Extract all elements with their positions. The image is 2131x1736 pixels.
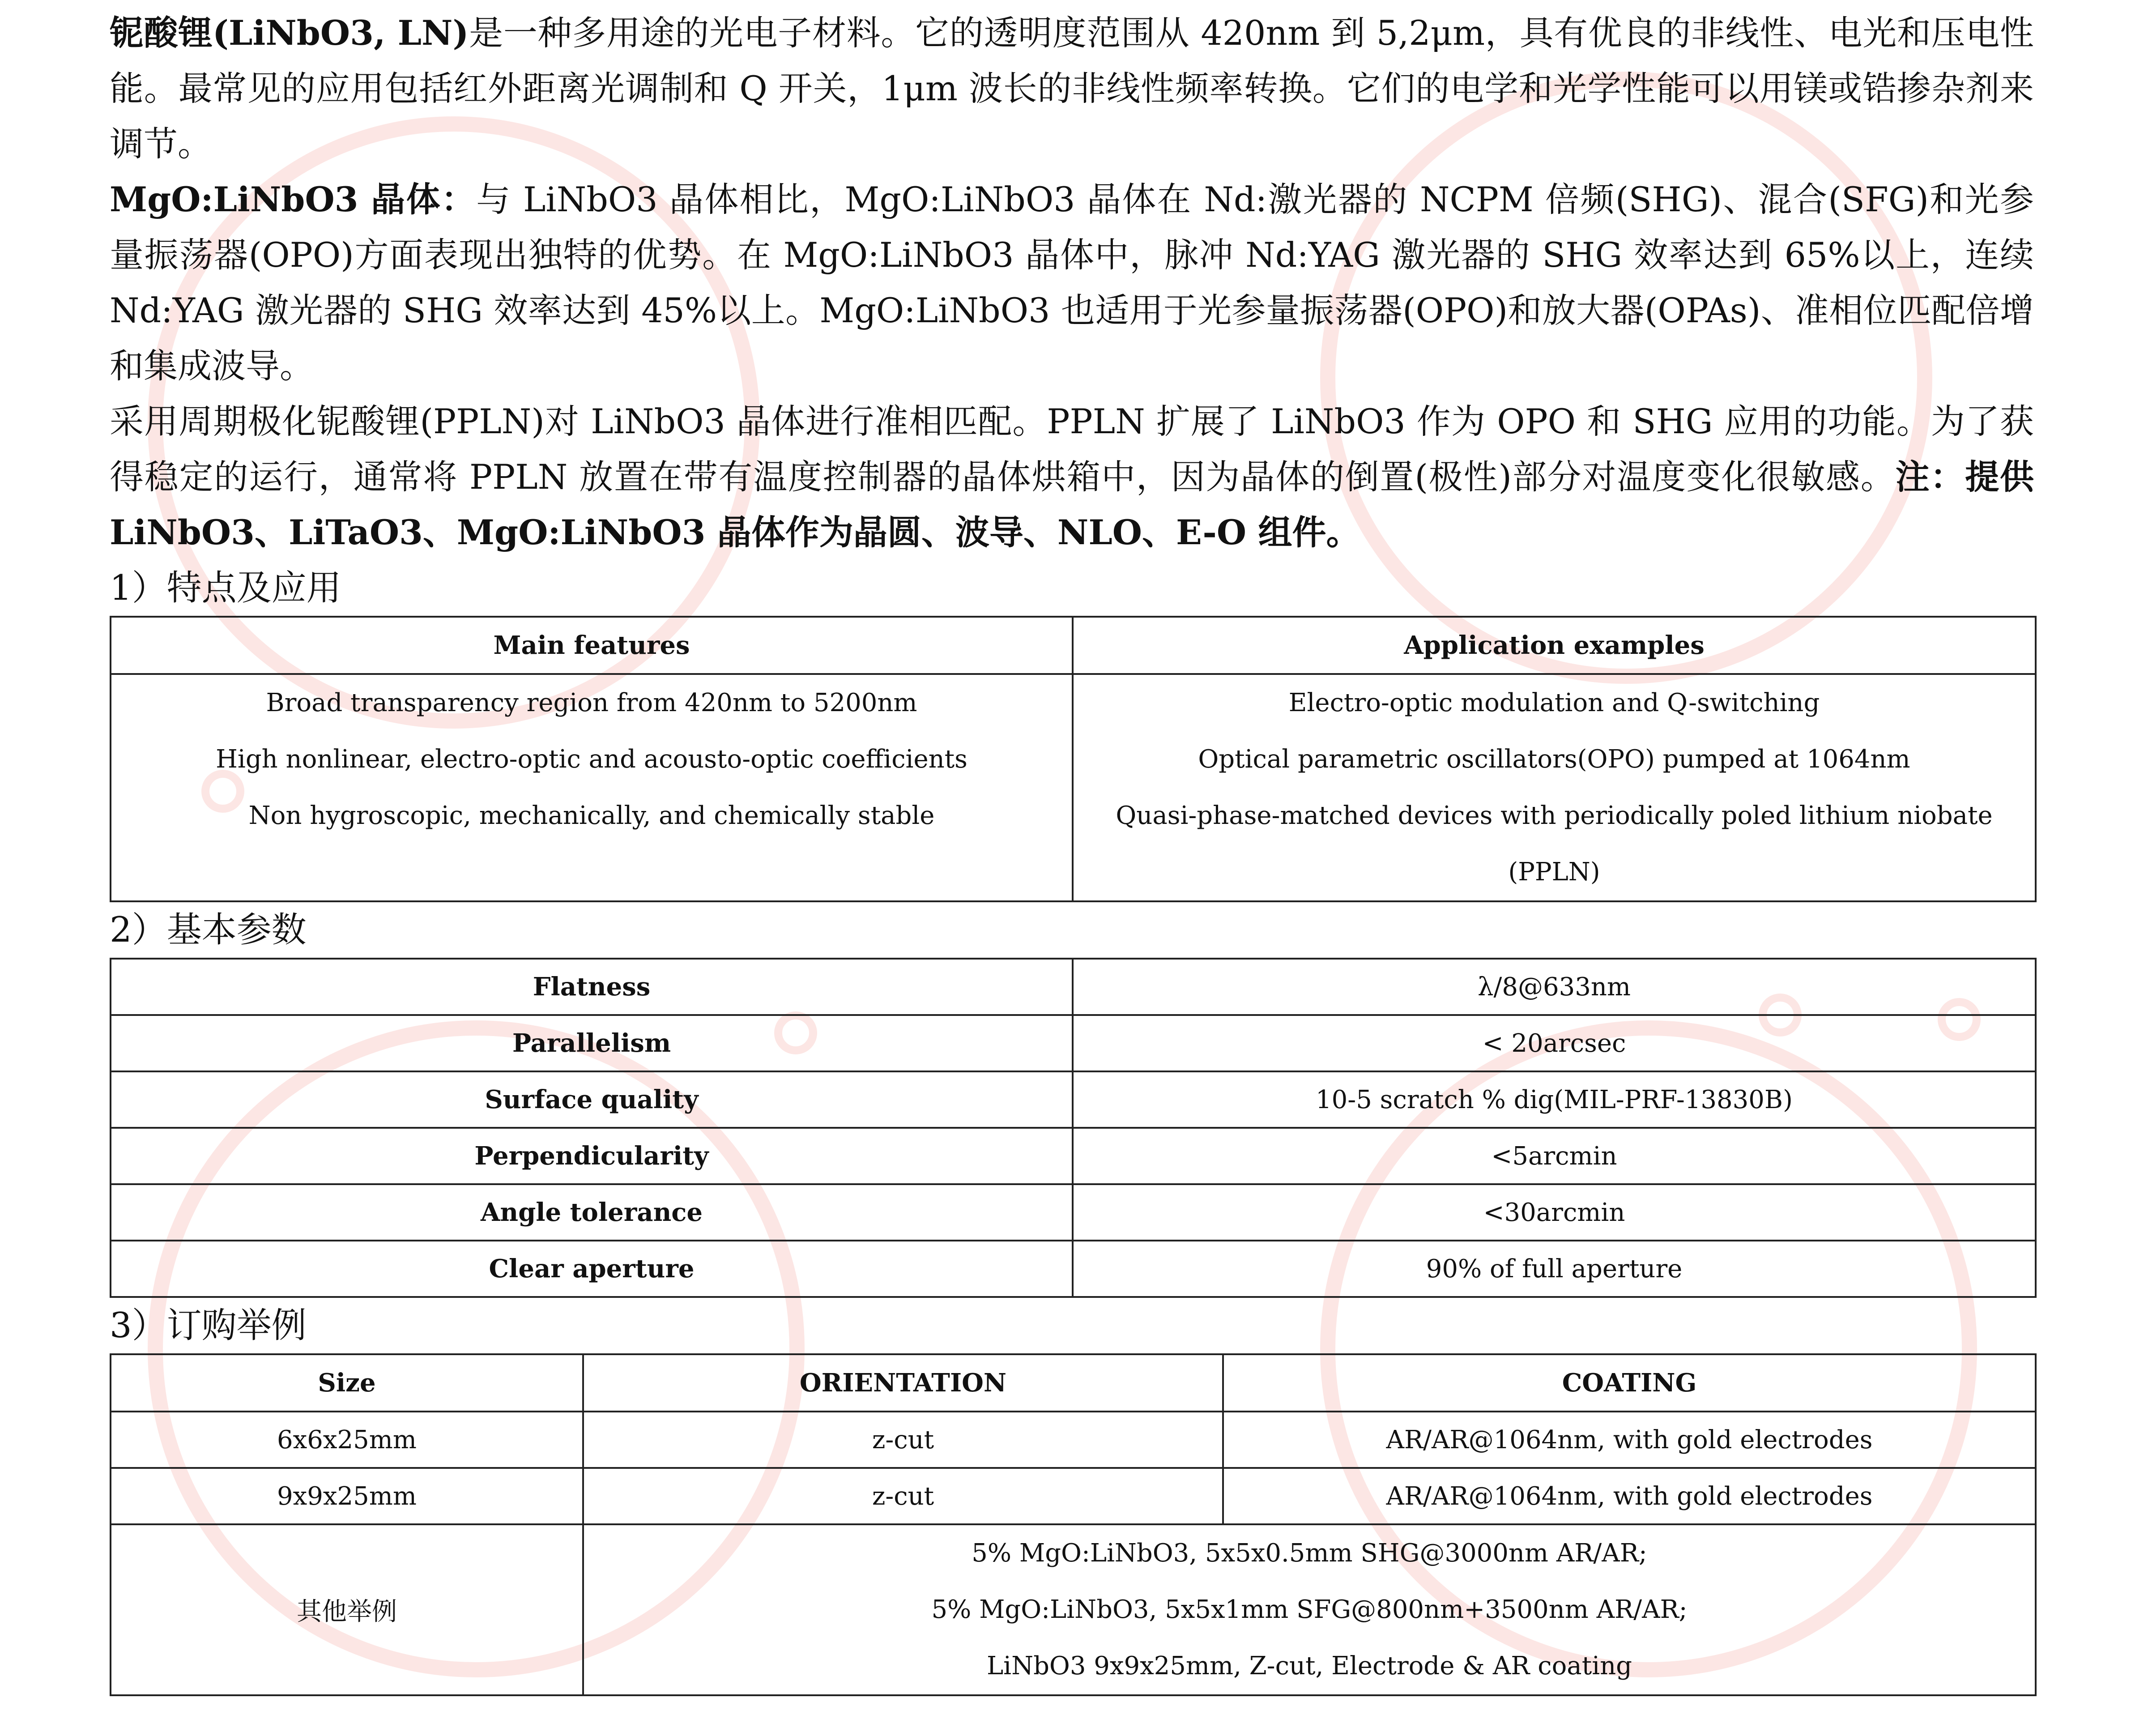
application-item: (PPLN) [1508, 857, 1600, 887]
header-coating: COATING [1223, 1354, 2036, 1412]
application-item: Electro-optic modulation and Q-switching [1288, 688, 1820, 717]
param-value: 90% of full aperture [1073, 1241, 2036, 1297]
feature-item: High nonlinear, electro-optic and acousto-optic coefficients [216, 745, 967, 774]
header-orientation: ORIENTATION [583, 1354, 1223, 1412]
intro-paragraph-1 [110, 5, 2034, 172]
order-size: 9x9x25mm [111, 1468, 583, 1524]
order-coating: AR/AR@1064nm, with gold electrodes [1223, 1468, 2036, 1524]
section-title-features: 1）特点及应用 [110, 568, 341, 608]
intro-p3-text: 采用周期极化铌酸锂(PPLN)对 LiNbO3 晶体进行准相匹配。PPLN 扩展了 LiNbO3 作为 OPO 和 SHG 应用的功能。为了获得稳定的运行，通常将 PPLN 放置在带有温度控制器的晶体烘箱中，因为晶体的倒置(极性)部分对温度变化很敏感。 [110, 401, 2034, 497]
header-size: Size [111, 1354, 583, 1412]
order-size: 6x6x25mm [111, 1412, 583, 1468]
param-value: 10-5 scratch % dig(MIL-PRF-13830B) [1073, 1071, 2036, 1128]
table-row [111, 1412, 2036, 1468]
section-title-ordering: 3）订购举例 [110, 1305, 307, 1346]
param-value: <30arcmin [1073, 1184, 2036, 1241]
application-item: Optical parametric oscillators(OPO) pumped at 1064nm [1198, 745, 1910, 774]
param-name: Flatness [111, 959, 1073, 1015]
intro-p1-text: 是一种多用途的光电子材料。它的透明度范围从 420nm 到 5,2μm，具有优良的非线性、电光和压电性能。最常见的应用包括红外距离光调制和 Q 开关，1μm 波长的非线性频率转换。它们的电学和光学性能可以用镁或锆掺杂剂来调节。 [110, 13, 2034, 164]
section-title-parameters: 2）基本参数 [110, 910, 307, 950]
table-header-row [111, 1354, 2036, 1412]
table-row [111, 959, 2036, 1015]
parameters-table [110, 958, 2037, 1298]
intro-p3-note: 注：提供 LiNbO3、LiTaO3、MgO:LiNbO3 晶体作为晶圆、波导、NLO、E-O 组件。 [110, 457, 2034, 552]
document-page [110, 5, 2034, 1696]
intro-paragraph-2 [110, 172, 2034, 394]
table-row [111, 1524, 2036, 1695]
other-example-item: 5% MgO:LiNbO3, 5x5x0.5mm SHG@3000nm AR/AR; [972, 1539, 1647, 1568]
param-name: Surface quality [111, 1071, 1073, 1128]
param-value: < 20arcsec [1073, 1015, 2036, 1071]
table-row [111, 1468, 2036, 1524]
param-value: λ/8@633nm [1073, 959, 2036, 1015]
param-name: Perpendicularity [111, 1128, 1073, 1184]
param-name: Parallelism [111, 1015, 1073, 1071]
ordering-table [110, 1353, 2037, 1696]
feature-item: Broad transparency region from 420nm to 5200nm [266, 688, 917, 717]
param-value: <5arcmin [1073, 1128, 2036, 1184]
order-coating: AR/AR@1064nm, with gold electrodes [1223, 1412, 2036, 1468]
table-row [111, 1015, 2036, 1071]
intro-p2-text: 与 LiNbO3 晶体相比，MgO:LiNbO3 晶体在 Nd:激光器的 NCPM 倍频(SHG)、混合(SFG)和光参量振荡器(OPO)方面表现出独特的优势。在 MgO:LiNbO3 晶体中，脉冲 Nd:YAG 激光器的 SHG 效率达到 65%以上，连续 Nd:YAG 激光器的 SHG 效率达到 45%以上。MgO:LiNbO3 也适用于光参量振荡器(OPO)和放大器(OPAs)、准相位匹配倍增和集成波导。 [110, 179, 2034, 386]
application-item: Quasi-phase-matched devices with periodically poled lithium niobate [1116, 801, 1993, 830]
intro-p2-bold: MgO:LiNbO3 晶体： [110, 179, 477, 219]
table-row [111, 1128, 2036, 1184]
intro-paragraph-3 [110, 394, 2034, 560]
table-header-row [111, 617, 2036, 674]
other-example-item: 5% MgO:LiNbO3, 5x5x1mm SFG@800nm+3500nm AR/AR; [931, 1595, 1688, 1624]
order-orientation: z-cut [583, 1468, 1223, 1524]
table-row [111, 1241, 2036, 1297]
header-application-examples: Application examples [1073, 617, 2036, 674]
table-row [111, 1184, 2036, 1241]
table-row [111, 674, 2036, 901]
param-name: Clear aperture [111, 1241, 1073, 1297]
applications-list [1073, 674, 2036, 901]
other-example-item: LiNbO3 9x9x25mm, Z-cut, Electrode & AR coating [986, 1651, 1632, 1681]
features-list [111, 674, 1073, 901]
intro-p1-bold: 铌酸锂(LiNbO3, LN) [110, 13, 469, 53]
feature-item: Non hygroscopic, mechanically, and chemically stable [248, 801, 935, 830]
table-row [111, 1071, 2036, 1128]
other-examples-list [583, 1524, 2036, 1695]
param-name: Angle tolerance [111, 1184, 1073, 1241]
other-examples-label: 其他举例 [111, 1524, 583, 1695]
order-orientation: z-cut [583, 1412, 1223, 1468]
features-table [110, 616, 2037, 902]
header-main-features: Main features [111, 617, 1073, 674]
